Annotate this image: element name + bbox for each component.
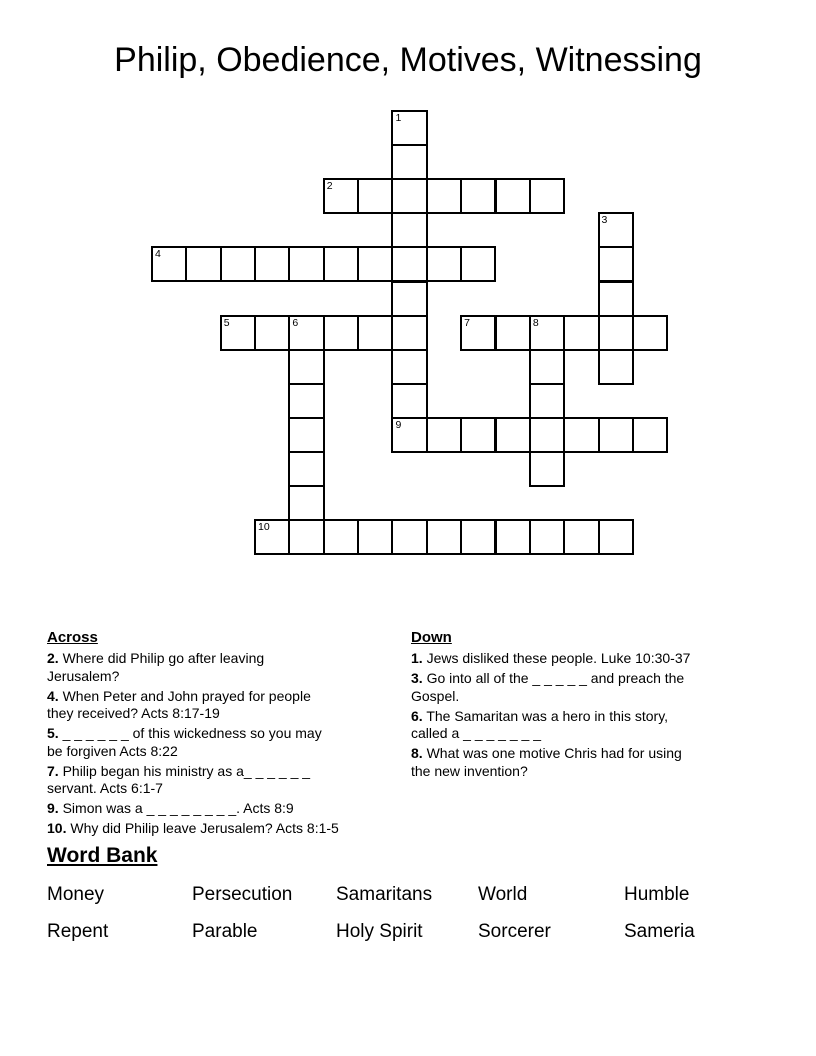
grid-cell-r2c8 <box>426 178 462 214</box>
word-bank-item: World <box>478 884 528 905</box>
grid-cell-r7c4 <box>288 349 324 385</box>
across-clue-list <box>47 650 407 838</box>
page-title: Philip, Obedience, Motives, Witnessing <box>114 41 702 79</box>
down-clue-list <box>411 650 786 780</box>
down-clue-number: 8. <box>411 745 423 761</box>
across-clue-10: 10. Why did Philip leave Jerusalem? Acts 8:1-5 <box>47 820 339 836</box>
down-clues-section <box>411 629 786 783</box>
word-bank-item: Samaritans <box>336 884 433 905</box>
across-clue-number: 7. <box>47 762 59 779</box>
grid-cell-r10c4 <box>288 451 324 487</box>
grid-cell-r4c7 <box>391 246 427 282</box>
grid-cell-r2c11 <box>529 178 565 214</box>
grid-cell-r9c8 <box>426 417 462 453</box>
grid-cell-r9c7 <box>391 417 427 453</box>
word-bank-row-2 <box>47 920 787 957</box>
down-clue-6: 6. The Samaritan was a hero in this story, called a _ _ _ _ _ _ _ <box>411 707 669 741</box>
grid-cell-r4c6 <box>357 246 393 282</box>
grid-cell-r12c8 <box>426 519 462 555</box>
across-clue-number: 2. <box>47 650 59 666</box>
grid-cell-r9c10 <box>495 417 531 453</box>
grid-cell-r6c12 <box>563 315 599 351</box>
word-bank-item: Repent <box>47 921 109 942</box>
grid-cell-r12c5 <box>323 519 359 555</box>
grid-cell-r3c7 <box>391 212 427 248</box>
crossword-grid <box>151 110 671 558</box>
down-clue-1: 1. Jews disliked these people. Luke 10:30-37 <box>411 650 691 666</box>
word-bank-section <box>47 843 787 957</box>
grid-cell-r8c11 <box>529 383 565 419</box>
grid-cell-r6c2 <box>220 315 256 351</box>
grid-cell-r2c5 <box>323 178 359 214</box>
grid-cell-r2c6 <box>357 178 393 214</box>
grid-cell-r4c0 <box>151 246 187 282</box>
grid-cell-r4c13 <box>598 246 634 282</box>
down-clue-8: 8. What was one motive Chris had for using the new invention? <box>411 745 682 779</box>
grid-cell-r9c4 <box>288 417 324 453</box>
word-bank-rows <box>47 883 787 957</box>
grid-cell-r3c13 <box>598 212 634 248</box>
grid-cell-r6c4 <box>288 315 324 351</box>
grid-cell-r4c4 <box>288 246 324 282</box>
across-clue-4: 4. When Peter and John prayed for people they received? Acts 8:17-19 <box>47 687 311 721</box>
grid-cell-r5c13 <box>598 281 634 317</box>
grid-cell-r2c9 <box>460 178 496 214</box>
grid-cell-r6c6 <box>357 315 393 351</box>
grid-cell-r6c13 <box>598 315 634 351</box>
down-heading: Down <box>411 629 452 646</box>
grid-cell-number-9: 9 <box>395 418 402 431</box>
grid-cell-r11c4 <box>288 485 324 521</box>
grid-cell-r6c9 <box>460 315 496 351</box>
grid-cell-r9c11 <box>529 417 565 453</box>
grid-cell-r12c3 <box>254 519 290 555</box>
across-clue-9: 9. Simon was a _ _ _ _ _ _ _ _. Acts 8:9 <box>47 800 294 816</box>
grid-cell-r10c11 <box>529 451 565 487</box>
grid-cell-number-1: 1 <box>395 112 402 124</box>
grid-cell-r12c12 <box>563 519 599 555</box>
across-clue-number: 10. <box>47 820 67 836</box>
grid-cell-r2c10 <box>495 178 531 214</box>
grid-cell-number-7: 7 <box>464 316 470 329</box>
across-clue-number: 4. <box>47 687 59 704</box>
word-bank-item: Humble <box>624 884 690 905</box>
grid-cell-r8c7 <box>391 383 427 419</box>
word-bank-item: Persecution <box>192 884 293 905</box>
down-clue-number: 6. <box>411 707 423 724</box>
grid-cell-r4c8 <box>426 246 462 282</box>
grid-cell-r12c7 <box>391 519 427 555</box>
grid-cell-r12c11 <box>529 519 565 555</box>
grid-cell-number-5: 5 <box>223 316 230 329</box>
across-clue-5: 5. _ _ _ _ _ _ of this wickedness so you may be forgiven Acts 8:22 <box>47 725 322 759</box>
grid-cell-number-10: 10 <box>258 521 270 534</box>
word-bank-item: Sameria <box>624 921 695 942</box>
across-clues-section <box>47 629 407 840</box>
grid-cell-r1c7 <box>391 144 427 180</box>
grid-cell-r4c5 <box>323 246 359 282</box>
across-clue-number: 9. <box>47 800 59 816</box>
grid-cell-r12c9 <box>460 519 496 555</box>
grid-cell-r9c14 <box>632 417 668 453</box>
grid-cell-r7c11 <box>529 349 565 385</box>
word-bank-heading: Word Bank <box>47 844 158 867</box>
across-clue-7: 7. Philip began his ministry as a_ _ _ _ _ _ servant. Acts 6:1-7 <box>47 762 311 796</box>
grid-cell-r12c13 <box>598 519 634 555</box>
grid-cell-r4c2 <box>220 246 256 282</box>
grid-cell-r8c4 <box>288 383 324 419</box>
grid-cell-number-8: 8 <box>532 316 539 329</box>
grid-cell-r6c10 <box>495 315 531 351</box>
word-bank-row-1 <box>47 883 787 920</box>
grid-cell-r7c7 <box>391 349 427 385</box>
grid-cell-r5c7 <box>391 281 427 317</box>
grid-cell-r6c11 <box>529 315 565 351</box>
grid-cell-r12c6 <box>357 519 393 555</box>
grid-cell-number-6: 6 <box>292 316 299 329</box>
grid-cell-r7c13 <box>598 349 634 385</box>
grid-cell-r4c1 <box>185 246 221 282</box>
across-heading: Across <box>47 629 98 646</box>
down-clue-number: 1. <box>411 650 423 666</box>
across-clue-number: 5. <box>47 725 59 741</box>
grid-cell-r12c4 <box>288 519 324 555</box>
down-clue-number: 3. <box>411 670 423 686</box>
grid-cell-r12c10 <box>495 519 531 555</box>
word-bank-item: Parable <box>192 921 258 942</box>
grid-cell-r6c14 <box>632 315 668 351</box>
grid-cell-number-2: 2 <box>326 180 333 193</box>
grid-cell-r0c7 <box>391 110 427 146</box>
word-bank-item: Money <box>47 884 105 905</box>
grid-cell-r6c7 <box>391 315 427 351</box>
grid-cell-r4c3 <box>254 246 290 282</box>
grid-cell-r2c7 <box>391 178 427 214</box>
across-clue-2: 2. Where did Philip go after leaving Jerusalem? <box>47 650 265 684</box>
grid-cell-number-3: 3 <box>601 214 608 227</box>
word-bank-item: Holy Spirit <box>336 921 423 942</box>
grid-cell-r9c13 <box>598 417 634 453</box>
grid-cell-r6c3 <box>254 315 290 351</box>
word-bank-item: Sorcerer <box>478 921 551 942</box>
grid-cell-r4c9 <box>460 246 496 282</box>
down-clue-3: 3. Go into all of the _ _ _ _ _ and preach the Gospel. <box>411 670 685 704</box>
grid-cell-number-4: 4 <box>155 248 161 261</box>
grid-cell-r6c5 <box>323 315 359 351</box>
grid-cell-r9c9 <box>460 417 496 453</box>
grid-cell-r9c12 <box>563 417 599 453</box>
